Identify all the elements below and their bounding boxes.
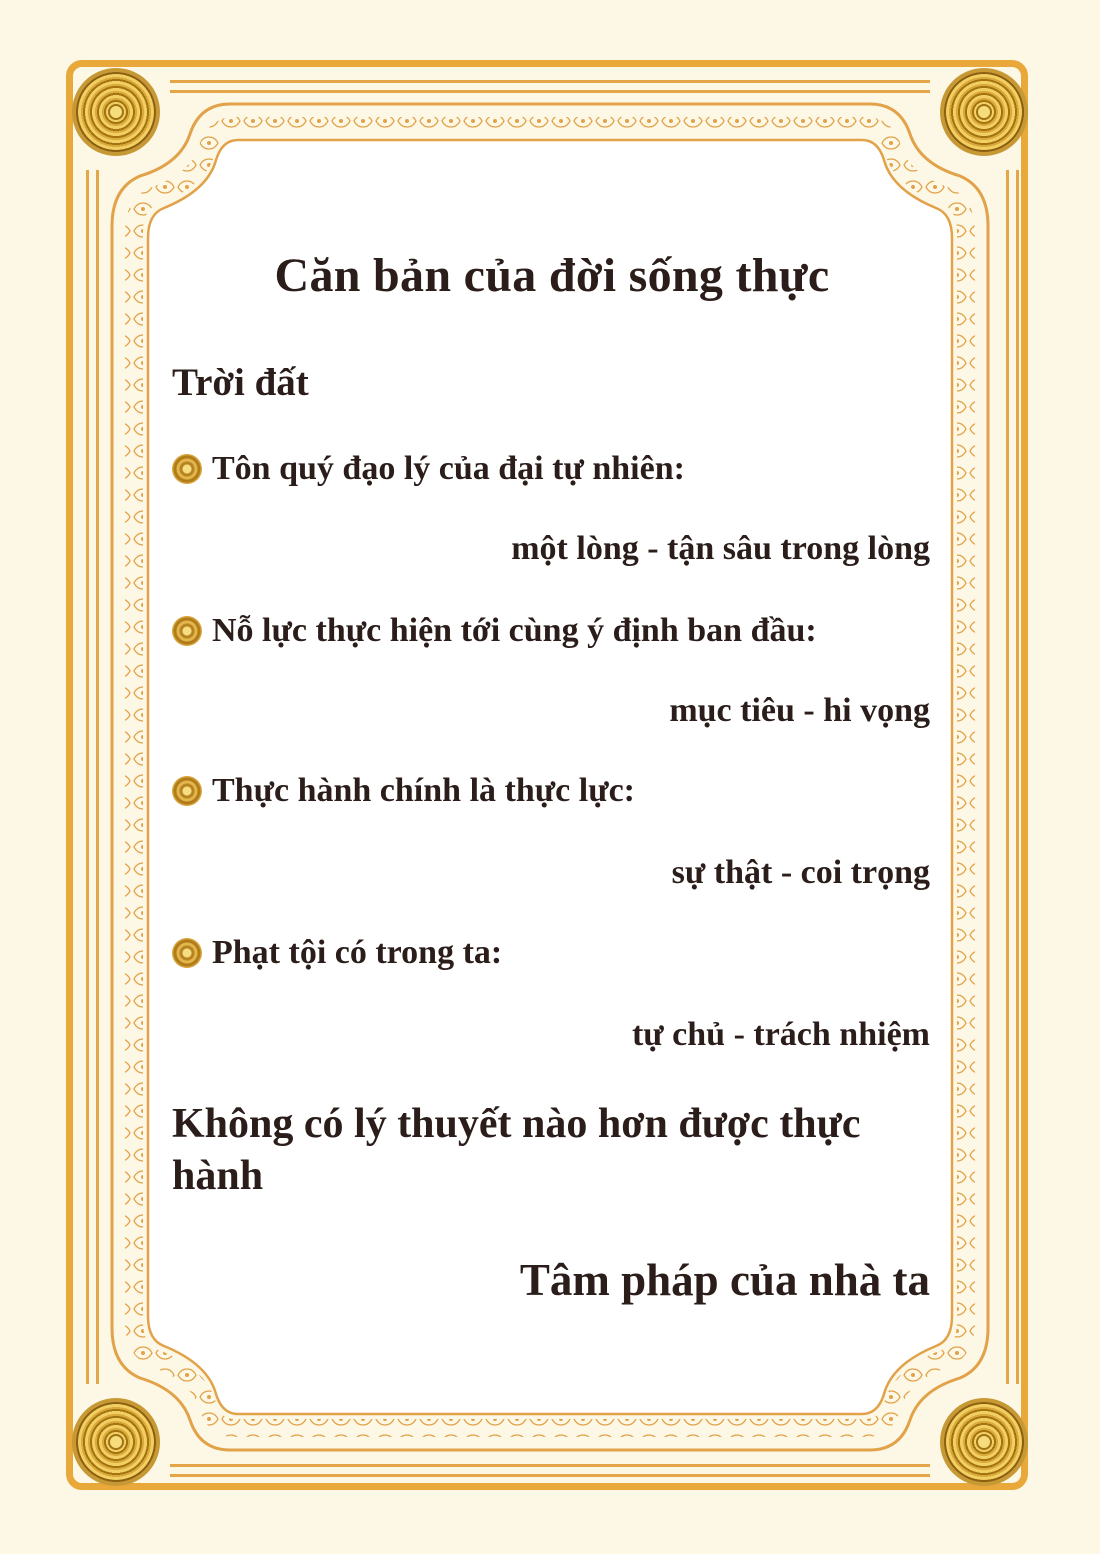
point-statement: Phạt tội có trong ta: — [212, 934, 503, 971]
gold-medallion-icon-bottom-left — [76, 1402, 156, 1482]
gold-disc-bullet-icon — [172, 776, 202, 806]
point-item — [172, 934, 502, 972]
point-item — [172, 450, 685, 488]
point-answer: sự thật - coi trọng — [671, 854, 930, 891]
point-answer: một lòng - tận sâu trong lòng — [511, 530, 930, 567]
gold-disc-bullet-icon — [172, 454, 202, 484]
gold-medallion-icon-bottom-right — [944, 1402, 1024, 1482]
point-statement: Nỗ lực thực hiện tới cùng ý định ban đầu: — [212, 612, 817, 649]
point-answer: mục tiêu - hi vọng — [669, 692, 930, 729]
point-item — [172, 612, 817, 650]
gold-medallion-icon-top-left — [76, 72, 156, 152]
signature-line: Tâm pháp của nhà ta — [519, 1255, 930, 1305]
point-statement: Tôn quý đạo lý của đại tự nhiên: — [212, 450, 685, 487]
gold-disc-bullet-icon — [172, 938, 202, 968]
document-title: Căn bản của đời sống thực — [274, 249, 830, 302]
gold-disc-bullet-icon — [172, 616, 202, 646]
section-heading: Trời đất — [172, 361, 309, 404]
point-statement: Thực hành chính là thực lực: — [212, 772, 636, 809]
point-answer: tự chủ - trách nhiệm — [631, 1016, 930, 1053]
gold-medallion-icon-top-right — [944, 72, 1024, 152]
point-item — [172, 772, 635, 810]
closing-statement: Không có lý thuyết nào hơn được thực hành — [172, 1101, 861, 1199]
